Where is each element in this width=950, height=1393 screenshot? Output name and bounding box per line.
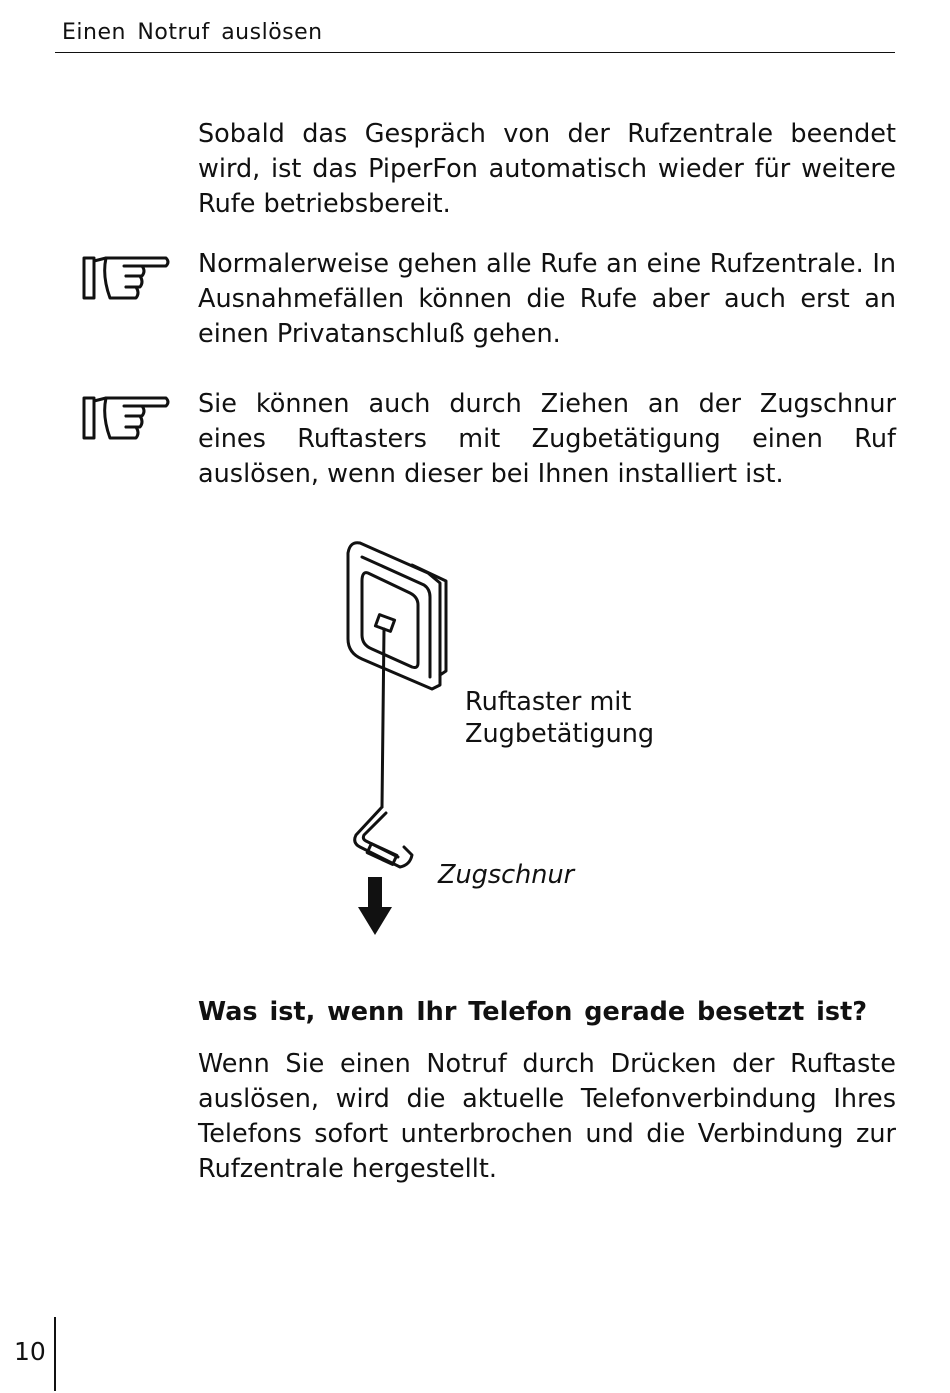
paragraph-call-routing: Normalerweise gehen alle Rufe an eine Rufzentrale. In Ausnahmefällen können die Rufe aber auch erst an einen Privatanschluß gehen. xyxy=(198,249,896,349)
paragraph-pull-cord: Sie können auch durch Ziehen an der Zugschnur eines Ruftasters mit Zugbetätigung einen Ruf auslösen, wenn dieser bei Ihnen installiert ist. xyxy=(198,389,896,489)
illustration-label-device-line1: Ruftaster mit xyxy=(465,687,632,717)
illustration-label-device xyxy=(465,686,725,750)
header-divider xyxy=(55,52,895,53)
pointing-hand-icon xyxy=(80,252,170,302)
illustration-label-device-line2: Zugbetätigung xyxy=(465,719,655,749)
paragraph-call-ended: Sobald das Gespräch von der Rufzentrale beendet wird, ist das PiperFon automatisch wieder für weitere Rufe betriebsbereit. xyxy=(198,119,896,219)
page-number-rule xyxy=(54,1317,56,1391)
page-number: 10 xyxy=(14,1337,46,1366)
section-heading: Was ist, wenn Ihr Telefon gerade besetzt ist? xyxy=(198,997,868,1027)
pointing-hand-icon xyxy=(80,392,170,442)
paragraph-busy-phone: Wenn Sie einen Notruf durch Drücken der Ruftaste auslösen, wird die aktuelle Telefonverbindung Ihres Telefons sofort unterbrochen und die Verbindung zur Rufzentrale hergestellt. xyxy=(198,1049,896,1184)
running-header: Einen Notruf auslösen xyxy=(62,20,323,45)
illustration-label-cord: Zugschnur xyxy=(438,860,575,890)
